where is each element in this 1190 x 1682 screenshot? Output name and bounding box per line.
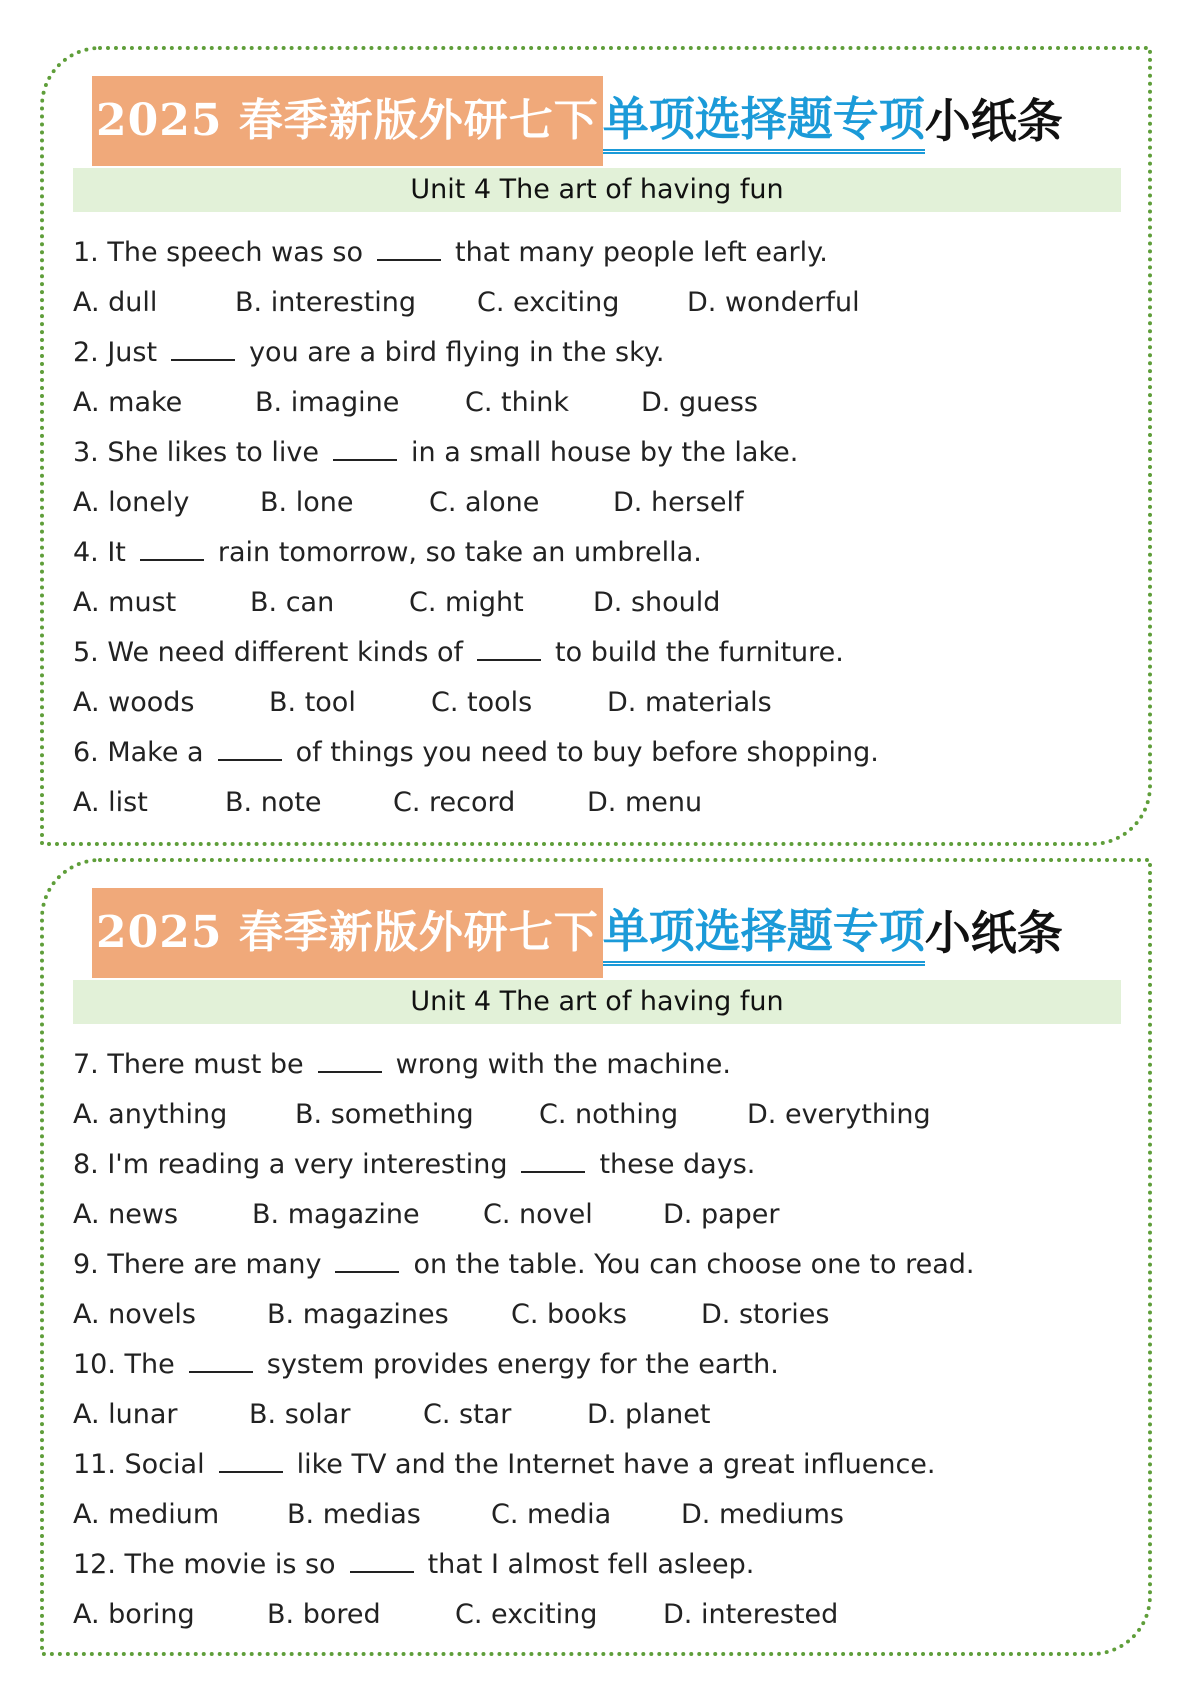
title-suffix: 小纸条 — [924, 906, 1063, 960]
title-suffix: 小纸条 — [924, 94, 1063, 148]
option-row — [73, 1290, 1113, 1340]
option: D. wonderful — [687, 287, 860, 318]
option: C. alone — [429, 487, 540, 518]
answer-blank — [219, 1441, 283, 1473]
option: C. books — [511, 1299, 627, 1330]
title-topic: 单项选择题专项 — [603, 89, 925, 154]
option: C. star — [423, 1399, 512, 1430]
question-text: 11. Social — [73, 1449, 205, 1480]
option: C. record — [393, 787, 516, 818]
option: B. note — [225, 787, 322, 818]
question-text: 10. The — [73, 1349, 175, 1380]
option: C. exciting — [455, 1599, 598, 1630]
question-text: 3. She likes to live — [73, 437, 320, 468]
option: B. bored — [267, 1599, 381, 1630]
question-text: 1. The speech was so — [73, 237, 363, 268]
option: A. must — [73, 587, 177, 618]
option: C. exciting — [477, 287, 620, 318]
option: A. lunar — [73, 1399, 178, 1430]
option: A. boring — [73, 1599, 195, 1630]
question-text: 8. I'm reading a very interesting — [73, 1149, 508, 1180]
option: A. make — [73, 387, 183, 418]
question — [73, 428, 1113, 478]
question-text-after: of things you need to buy before shopping. — [295, 737, 879, 768]
option: C. novel — [483, 1199, 593, 1230]
option: D. planet — [587, 1399, 711, 1430]
option: C. might — [409, 587, 524, 618]
question-list — [73, 228, 1113, 828]
answer-blank — [350, 1541, 414, 1573]
option: B. interesting — [235, 287, 417, 318]
question-text: 2. Just — [73, 337, 158, 368]
option: A. list — [73, 787, 148, 818]
worksheet-card — [40, 46, 1152, 846]
option: B. magazine — [252, 1199, 420, 1230]
option: C. nothing — [539, 1099, 679, 1130]
question — [73, 1140, 1113, 1190]
option: D. interested — [663, 1599, 839, 1630]
question — [73, 728, 1113, 778]
option: A. dull — [73, 287, 158, 318]
option: D. stories — [701, 1299, 830, 1330]
option-row — [73, 1190, 1113, 1240]
unit-heading: Unit 4 The art of having fun — [73, 168, 1121, 212]
question-text: 4. It — [73, 537, 126, 568]
option: D. menu — [587, 787, 703, 818]
question-text: 5. We need different kinds of — [73, 637, 464, 668]
option-row — [73, 578, 1113, 628]
answer-blank — [477, 629, 541, 661]
option: B. something — [295, 1099, 474, 1130]
option-row — [73, 1090, 1113, 1140]
option: A. lonely — [73, 487, 190, 518]
option: B. imagine — [255, 387, 400, 418]
option: D. mediums — [681, 1499, 844, 1530]
question — [73, 328, 1113, 378]
option-row — [73, 1390, 1113, 1440]
question — [73, 1240, 1113, 1290]
option: C. tools — [431, 687, 533, 718]
option: B. can — [250, 587, 335, 618]
question-text-after: that I almost fell asleep. — [427, 1549, 755, 1580]
question-text-after: in a small house by the lake. — [411, 437, 799, 468]
option: B. lone — [260, 487, 354, 518]
option: A. woods — [73, 687, 195, 718]
question — [73, 1040, 1113, 1090]
option: D. herself — [613, 487, 744, 518]
option: D. should — [593, 587, 721, 618]
option-row — [73, 678, 1113, 728]
question-text-after: like TV and the Internet have a great influence. — [296, 1449, 936, 1480]
question-text: 7. There must be — [73, 1049, 304, 1080]
question-text-after: that many people left early. — [454, 237, 828, 268]
option: C. think — [465, 387, 569, 418]
answer-blank — [218, 729, 282, 761]
answer-blank — [333, 429, 397, 461]
answer-blank — [171, 329, 235, 361]
title-topic: 单项选择题专项 — [603, 901, 925, 966]
question — [73, 628, 1113, 678]
option-row — [73, 478, 1113, 528]
unit-heading: Unit 4 The art of having fun — [73, 980, 1121, 1024]
question-text-after: these days. — [599, 1149, 756, 1180]
option-row — [73, 778, 1113, 828]
worksheet-card — [40, 858, 1152, 1656]
question — [73, 228, 1113, 278]
answer-blank — [140, 529, 204, 561]
option: D. guess — [641, 387, 758, 418]
question-list — [73, 1040, 1113, 1640]
answer-blank — [335, 1241, 399, 1273]
title-year-label: 2025 春季新版外研七下 — [92, 76, 603, 166]
option: A. anything — [73, 1099, 228, 1130]
question-text-after: on the table. You can choose one to read. — [413, 1249, 975, 1280]
answer-blank — [521, 1141, 585, 1173]
option: A. novels — [73, 1299, 196, 1330]
question-text-after: wrong with the machine. — [395, 1049, 731, 1080]
option: A. medium — [73, 1499, 220, 1530]
question — [73, 1340, 1113, 1390]
question-text-after: to build the furniture. — [555, 637, 844, 668]
question-text-after: you are a bird flying in the sky. — [249, 337, 665, 368]
title-banner — [92, 76, 1142, 166]
option-row — [73, 378, 1113, 428]
option: B. medias — [287, 1499, 421, 1530]
answer-blank — [189, 1341, 253, 1373]
option: B. tool — [269, 687, 356, 718]
question-text: 9. There are many — [73, 1249, 322, 1280]
question-text: 12. The movie is so — [73, 1549, 336, 1580]
answer-blank — [318, 1041, 382, 1073]
question-text-after: system provides energy for the earth. — [266, 1349, 779, 1380]
option-row — [73, 278, 1113, 328]
question — [73, 1440, 1113, 1490]
answer-blank — [377, 229, 441, 261]
option: B. magazines — [267, 1299, 449, 1330]
option: D. materials — [607, 687, 772, 718]
option: C. media — [491, 1499, 612, 1530]
question-text-after: rain tomorrow, so take an umbrella. — [217, 537, 702, 568]
question — [73, 528, 1113, 578]
option-row — [73, 1490, 1113, 1540]
option-row — [73, 1590, 1113, 1640]
option: D. paper — [663, 1199, 780, 1230]
option: A. news — [73, 1199, 179, 1230]
question — [73, 1540, 1113, 1590]
question-text: 6. Make a — [73, 737, 204, 768]
option: B. solar — [249, 1399, 351, 1430]
title-year-label: 2025 春季新版外研七下 — [92, 888, 603, 978]
option: D. everything — [747, 1099, 931, 1130]
title-banner — [92, 888, 1142, 978]
